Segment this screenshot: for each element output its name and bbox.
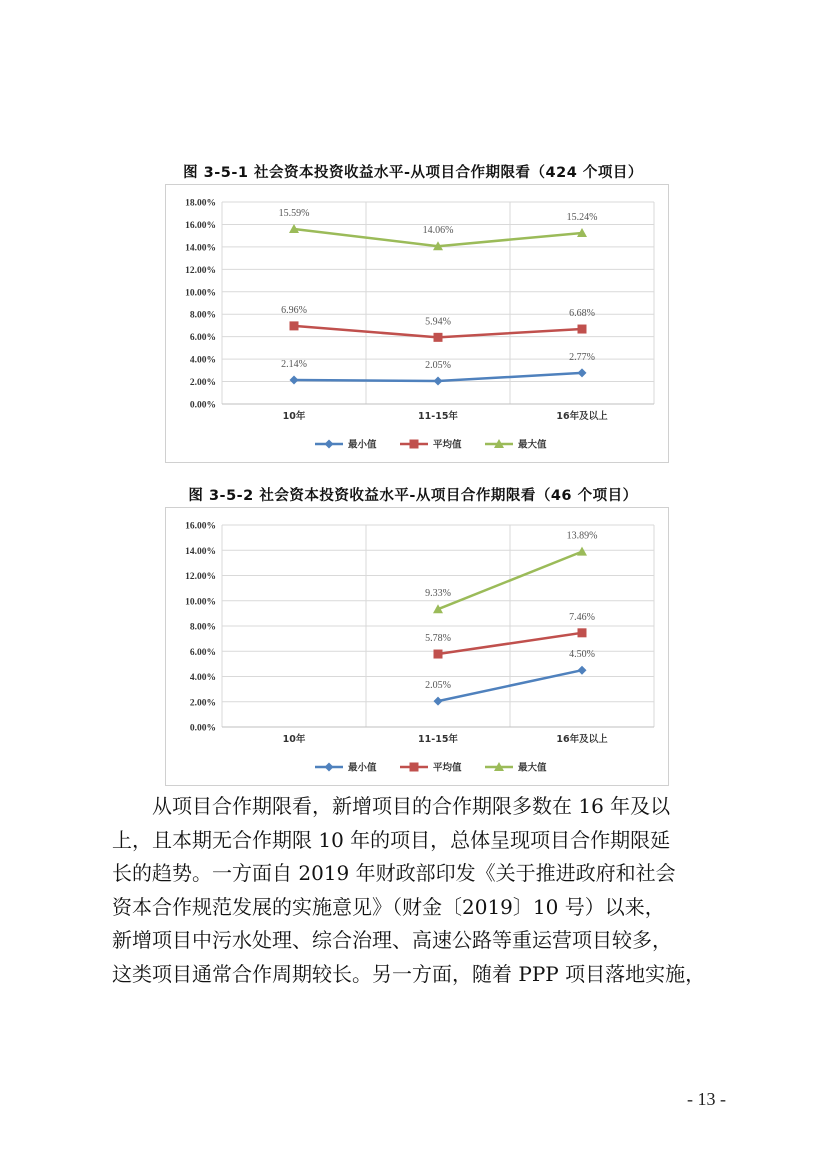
x-tick-label: 10年 <box>282 411 306 422</box>
data-label: 2.05% <box>425 359 451 371</box>
data-label: 6.96% <box>281 304 307 316</box>
data-point-square <box>578 628 587 637</box>
x-tick-label: 16年及以上 <box>556 734 608 745</box>
legend-label: 平均值 <box>433 439 462 451</box>
y-tick-label: 6.00% <box>189 333 216 344</box>
y-tick-label: 8.00% <box>189 622 216 633</box>
x-tick-label: 16年及以上 <box>556 411 608 422</box>
data-label: 15.24% <box>566 211 598 223</box>
body-line: 上，且本期无合作期限 10 年的项目，总体呈现项目合作期限延 <box>112 827 671 852</box>
body-line: 新增项目中污水处理、综合治理、高速公路等重运营项目较多， <box>112 928 672 952</box>
y-tick-label: 12.00% <box>185 265 216 276</box>
y-tick-label: 4.00% <box>189 673 216 683</box>
chart-svg-1 <box>166 185 668 462</box>
chart-svg-2 <box>166 508 668 785</box>
body-line: 长的趋势。一方面自 2019 年财政部印发《关于推进政府和社会 <box>112 861 676 885</box>
data-point-diamond <box>434 376 443 385</box>
data-point-square <box>290 321 299 330</box>
legend-marker-diamond <box>325 763 334 772</box>
legend-label: 平均值 <box>433 762 462 774</box>
line-chart-2 <box>165 507 669 786</box>
data-label: 9.33% <box>425 588 451 600</box>
data-point-diamond <box>290 375 299 384</box>
data-label: 2.14% <box>281 358 307 370</box>
data-point-diamond <box>434 697 443 706</box>
data-point-square <box>578 325 587 334</box>
body-paragraph <box>112 790 722 991</box>
data-label: 7.46% <box>569 611 595 623</box>
page-number: - 13 - <box>687 1089 726 1109</box>
body-line: 这类项目通常合作周期较长。另一方面，随着 PPP 项目落地实施， <box>112 961 706 986</box>
figure-title-1: 图 3-5-1 社会资本投资收益水平-从项目合作期限看（424 个项目） <box>183 165 643 181</box>
data-label: 15.59% <box>278 208 310 220</box>
data-point-square <box>434 650 443 659</box>
data-point-diamond <box>578 666 587 675</box>
figure-title-2: 图 3-5-2 社会资本投资收益水平-从项目合作期限看（46 个项目） <box>188 488 638 504</box>
y-tick-label: 16.00% <box>185 521 216 532</box>
y-tick-label: 14.00% <box>185 546 216 557</box>
legend-label: 最小值 <box>348 439 377 451</box>
data-label: 4.50% <box>569 649 595 661</box>
data-label: 5.94% <box>425 316 451 328</box>
y-tick-label: 0.00% <box>189 400 216 411</box>
line-chart-1 <box>165 184 669 463</box>
body-line: 从项目合作期限看，新增项目的合作期限多数在 16 年及以 <box>152 794 671 818</box>
data-point-triangle <box>577 547 587 556</box>
body-line: 资本合作规范发展的实施意见》（财金〔2019〕10 号）以来， <box>112 894 665 919</box>
data-point-diamond <box>578 368 587 377</box>
data-label: 6.68% <box>569 308 595 320</box>
x-tick-label: 11-15年 <box>418 411 458 422</box>
y-tick-label: 10.00% <box>185 597 216 608</box>
x-tick-label: 11-15年 <box>418 734 458 745</box>
legend-label: 最大值 <box>518 762 547 774</box>
y-tick-label: 18.00% <box>185 198 216 209</box>
legend-marker-diamond <box>325 440 334 449</box>
y-tick-label: 2.00% <box>189 698 216 709</box>
y-tick-label: 6.00% <box>189 647 216 658</box>
data-label: 14.06% <box>422 225 454 237</box>
data-point-square <box>434 333 443 342</box>
y-tick-label: 0.00% <box>189 723 216 734</box>
y-tick-label: 16.00% <box>185 220 216 231</box>
data-label: 5.78% <box>425 633 451 645</box>
y-tick-label: 8.00% <box>189 310 216 321</box>
legend-label: 最大值 <box>518 439 547 451</box>
y-tick-label: 2.00% <box>189 378 216 389</box>
legend-label: 最小值 <box>348 762 377 774</box>
x-tick-label: 10年 <box>282 734 306 745</box>
y-tick-label: 14.00% <box>185 243 216 254</box>
y-tick-label: 10.00% <box>185 288 216 299</box>
legend-marker-square <box>410 763 419 772</box>
legend-marker-square <box>410 440 419 449</box>
data-label: 2.77% <box>569 351 595 363</box>
data-label: 2.05% <box>425 680 451 692</box>
data-label: 13.89% <box>566 530 598 542</box>
y-tick-label: 4.00% <box>189 355 216 366</box>
y-tick-label: 12.00% <box>185 572 216 582</box>
